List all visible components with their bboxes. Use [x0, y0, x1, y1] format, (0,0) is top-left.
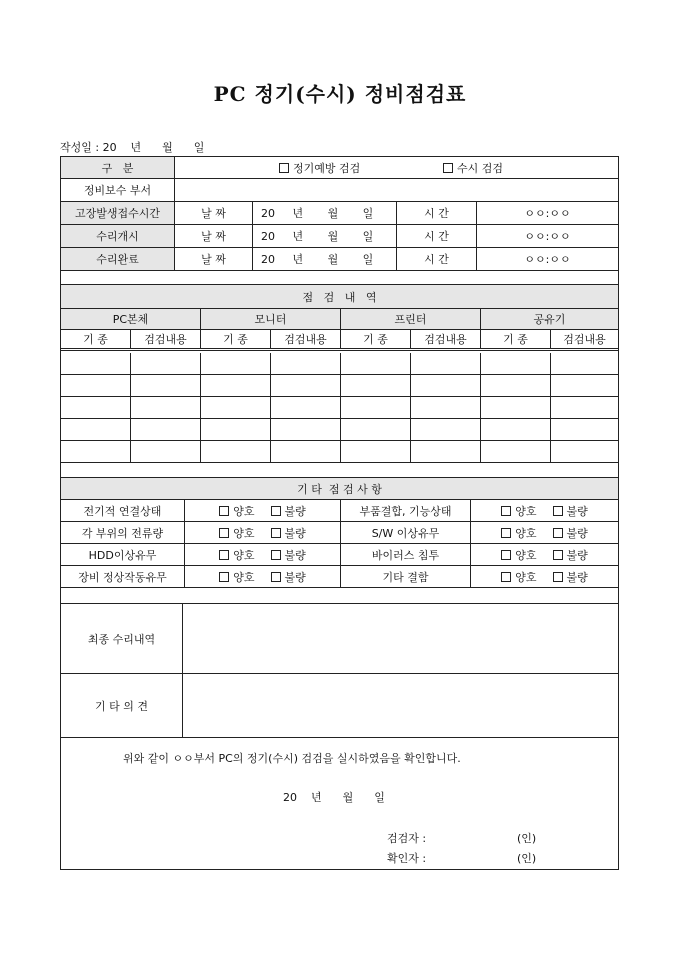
sub-model: 기 종	[341, 330, 411, 348]
other-item-row	[61, 566, 618, 588]
final-repair-label: 최종 수리내역	[61, 604, 183, 673]
time-label: 시 간	[397, 202, 477, 224]
checkbox-icon[interactable]	[501, 506, 511, 516]
sub-model: 기 종	[201, 330, 271, 348]
category-row	[61, 157, 618, 179]
date-value[interactable]: 20 년 월 일	[253, 225, 397, 247]
other-item-label: HDD이상유무	[61, 544, 185, 565]
other-item-label: 전기적 연결상태	[61, 500, 185, 521]
date-label: 날 짜	[175, 225, 253, 247]
category-label: 구 분	[61, 157, 175, 178]
final-repair-value[interactable]	[183, 604, 618, 673]
checkbox-icon[interactable]	[553, 528, 563, 538]
table-cell[interactable]	[201, 397, 271, 418]
table-cell[interactable]	[481, 419, 551, 440]
other-item-row	[61, 522, 618, 544]
checkbox-icon[interactable]	[501, 550, 511, 560]
checkbox-icon[interactable]	[501, 572, 511, 582]
inspection-form	[60, 156, 619, 870]
sub-model: 기 종	[61, 330, 131, 348]
checkbox-icon[interactable]	[271, 550, 281, 560]
time-label: 시 간	[397, 225, 477, 247]
checkbox-icon[interactable]	[219, 572, 229, 582]
inspector-seal: (인)	[517, 832, 537, 845]
spacer	[61, 463, 618, 478]
table-cell[interactable]	[411, 353, 481, 374]
table-cell[interactable]	[481, 441, 551, 462]
table-cell[interactable]	[201, 375, 271, 396]
table-cell[interactable]	[551, 375, 618, 396]
other-item-label: S/W 이상유무	[341, 522, 471, 543]
good-bad-choice[interactable]: 양호 불량	[471, 522, 618, 543]
checkbox-icon	[443, 163, 453, 173]
other-item-label: 기타 결함	[341, 566, 471, 587]
good-bad-choice[interactable]: 양호 불량	[471, 544, 618, 565]
time-value[interactable]: ㅇㅇ:ㅇㅇ	[524, 230, 571, 243]
checkbox-icon[interactable]	[271, 528, 281, 538]
table-cell[interactable]	[551, 397, 618, 418]
other-item-label: 장비 정상작동유무	[61, 566, 185, 587]
repair-end-label: 수리완료	[61, 248, 175, 270]
table-cell[interactable]	[131, 419, 201, 440]
group-printer: 프린터	[341, 309, 481, 329]
date-label: 날 짜	[175, 248, 253, 270]
table-cell[interactable]	[271, 441, 341, 462]
table-cell[interactable]	[411, 441, 481, 462]
checkbox-icon[interactable]	[553, 572, 563, 582]
confirm-text: 위와 같이 ㅇㅇ부서 PC의 정기(수시) 검검을 실시하였음을 확인합니다.	[123, 752, 461, 765]
group-monitor: 모니터	[201, 309, 341, 329]
repair-start-row	[61, 225, 618, 248]
table-cell[interactable]	[131, 375, 201, 396]
table-cell[interactable]	[61, 397, 131, 418]
table-row	[61, 419, 618, 441]
table-cell[interactable]	[551, 419, 618, 440]
table-row	[61, 353, 618, 375]
confirmer-label: 확인자 :	[387, 852, 427, 865]
opinion-row	[61, 674, 618, 738]
table-cell[interactable]	[341, 353, 411, 374]
written-date: 작성일 : 20 년 월 일	[60, 141, 205, 154]
table-cell[interactable]	[341, 375, 411, 396]
date-value[interactable]: 20 년 월 일	[253, 202, 397, 224]
opinion-value[interactable]	[183, 674, 618, 737]
table-cell[interactable]	[61, 353, 131, 374]
table-cell[interactable]	[341, 441, 411, 462]
adhoc-option[interactable]: 수시 검검	[443, 160, 503, 176]
inspection-subheader-row	[61, 330, 618, 351]
dept-value[interactable]	[175, 179, 618, 201]
other-item-row	[61, 500, 618, 522]
good-bad-choice[interactable]: 양호 불량	[471, 500, 618, 521]
checkbox-icon[interactable]	[501, 528, 511, 538]
table-cell[interactable]	[271, 419, 341, 440]
checkbox-icon[interactable]	[219, 528, 229, 538]
good-bad-choice[interactable]: 양호 불량	[185, 500, 341, 521]
repair-start-label: 수리개시	[61, 225, 175, 247]
table-cell[interactable]	[551, 353, 618, 374]
table-cell[interactable]	[481, 397, 551, 418]
table-cell[interactable]	[411, 397, 481, 418]
sub-content: 검검내용	[411, 330, 481, 348]
group-router: 공유기	[533, 313, 566, 326]
table-row	[61, 397, 618, 419]
sub-model: 기 종	[481, 330, 551, 348]
sub-content: 검검내용	[131, 330, 201, 348]
table-cell[interactable]	[131, 397, 201, 418]
table-cell[interactable]	[481, 375, 551, 396]
table-cell[interactable]	[131, 353, 201, 374]
table-cell[interactable]	[551, 441, 618, 462]
opinion-label: 기 타 의 견	[61, 674, 183, 737]
good-bad-choice[interactable]: 양호 불량	[185, 566, 341, 587]
sub-content: 검검내용	[271, 330, 341, 348]
checkbox-icon[interactable]	[271, 506, 281, 516]
checkbox-icon[interactable]	[271, 572, 281, 582]
confirm-date: 20 년 월 일	[283, 791, 385, 804]
checkbox-icon[interactable]	[553, 506, 563, 516]
table-cell[interactable]	[411, 419, 481, 440]
table-cell[interactable]	[341, 419, 411, 440]
time-value[interactable]: ㅇㅇ:ㅇㅇ	[524, 253, 571, 266]
category-options	[175, 157, 618, 178]
final-repair-row	[61, 604, 618, 674]
document-title: PC 정기(수시) 정비점검표	[213, 82, 467, 106]
repair-end-row	[61, 248, 618, 271]
inspector-label: 검검자 :	[387, 832, 427, 845]
sub-content: 검검내용	[563, 333, 606, 346]
spacer	[61, 271, 618, 285]
time-label: 시 간	[397, 248, 477, 270]
dept-label: 정비보수 부서	[61, 179, 175, 201]
group-pc: PC본체	[61, 309, 201, 329]
date-value[interactable]: 20 년 월 일	[253, 248, 397, 270]
table-cell[interactable]	[411, 375, 481, 396]
table-cell[interactable]	[61, 375, 131, 396]
regular-option[interactable]: 정기예방 검검	[279, 160, 360, 176]
fail-time-label: 고장발생접수시간	[61, 202, 175, 224]
other-item-label: 바이러스 침투	[341, 544, 471, 565]
checkbox-icon	[279, 163, 289, 173]
inspection-heading-row	[61, 285, 618, 309]
table-cell[interactable]	[271, 375, 341, 396]
table-cell[interactable]	[481, 353, 551, 374]
inspection-groups-row	[61, 309, 618, 330]
table-cell[interactable]	[341, 397, 411, 418]
checkbox-icon[interactable]	[219, 550, 229, 560]
other-item-label: 각 부위의 전류량	[61, 522, 185, 543]
table-cell[interactable]	[61, 441, 131, 462]
table-cell[interactable]	[61, 419, 131, 440]
fail-time-row	[61, 202, 618, 225]
other-item-label: 부품결합, 기능상태	[341, 500, 471, 521]
table-cell[interactable]	[201, 353, 271, 374]
table-cell[interactable]	[271, 353, 341, 374]
table-cell[interactable]	[201, 419, 271, 440]
dept-row	[61, 179, 618, 202]
table-row	[61, 375, 618, 397]
spacer	[61, 588, 618, 604]
table-row	[61, 441, 618, 463]
table-cell[interactable]	[131, 441, 201, 462]
other-heading-row	[61, 478, 618, 500]
confirmer-seal: (인)	[517, 852, 537, 865]
table-cell[interactable]	[201, 441, 271, 462]
other-heading: 기 타 점 검 사 항	[297, 482, 382, 496]
inspection-heading: 점 검 내 역	[302, 290, 377, 304]
good-bad-choice[interactable]: 양호 불량	[185, 522, 341, 543]
other-item-row	[61, 544, 618, 566]
good-bad-choice[interactable]: 양호 불량	[185, 544, 341, 565]
checkbox-icon[interactable]	[219, 506, 229, 516]
date-label: 날 짜	[175, 202, 253, 224]
checkbox-icon[interactable]	[553, 550, 563, 560]
table-cell[interactable]	[271, 397, 341, 418]
time-value[interactable]: ㅇㅇ:ㅇㅇ	[524, 207, 571, 220]
good-bad-choice[interactable]: 양호 불량	[471, 566, 618, 587]
